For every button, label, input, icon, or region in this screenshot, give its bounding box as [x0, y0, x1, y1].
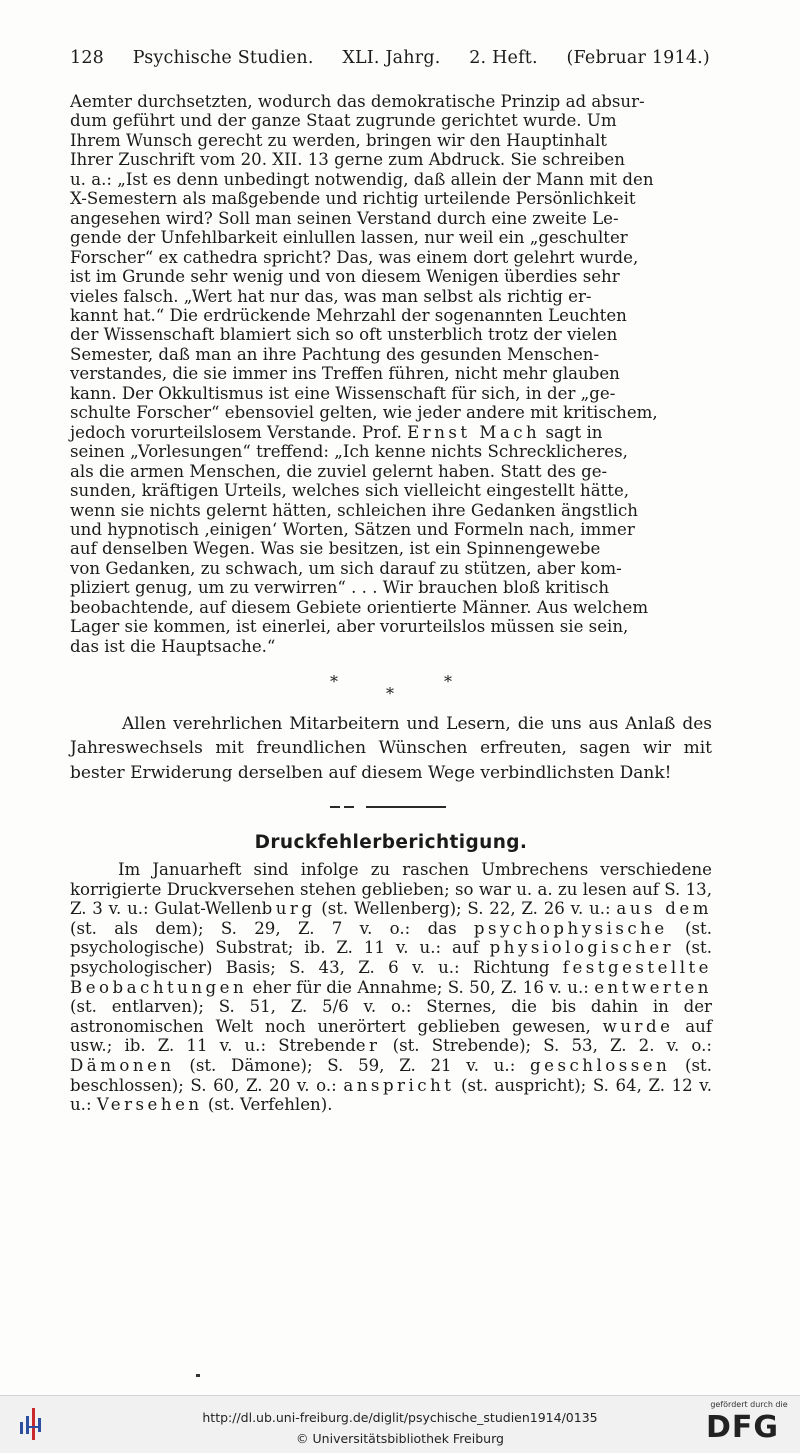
divider-rule [330, 806, 450, 809]
text-line: Ihrer Zuschrift vom 20. XII. 13 gerne zum Abdruck. Sie schreiben [70, 150, 625, 170]
text-line: verstandes, die sie immer ins Treffen führen, nicht mehr glauben [70, 364, 620, 384]
text-line: X-Semestern als maßgebende und richtig urteilende Persönlichkeit [70, 189, 636, 209]
page-number: 128 [70, 48, 105, 68]
funding-caption: gefördert durch die [710, 1400, 788, 1409]
letter-excerpt [70, 92, 712, 656]
errata-heading: Druckfehlerberichtigung. [254, 832, 528, 853]
text-line: Semester, daß man an ihre Pachtung des gesunden Menschen- [70, 344, 600, 364]
text-line: beobachtende, auf diesem Gebiete orientierte Männer. Aus welchem [70, 597, 649, 617]
notice-paragraph: Allen verehrlichen Mitarbeitern und Lesern, die uns aus Anlaß des Jahreswechsels mit freundlichen Wünschen erfreuten, sagen wir mit bester Erwiderung derselben auf diesem Wege verbindlichsten Dank! [70, 714, 712, 783]
text-line: der Wissenschaft blamiert sich so oft unsterblich trotz der vielen [70, 325, 618, 345]
text-line: Aemter durchsetzten, wodurch das demokratische Prinzip ad absur- [70, 92, 645, 111]
text-line: und hypnotisch ‚einigen‘ Worten, Sätzen und Formeln nach, immer [70, 519, 635, 539]
text-line: von Gedanken, zu schwach, um sich darauf zu stützen, aber kom- [70, 558, 622, 578]
text-line: ist im Grunde sehr wenig und von diesem Wenigen überdies sehr [70, 267, 620, 287]
section-separator [320, 672, 470, 708]
asterisk: * [386, 684, 394, 703]
dfg-logo [700, 1400, 796, 1450]
text-line: schulte Forscher“ ebensoviel gelten, wie jeder andere mit kritischem, [70, 403, 658, 423]
text-line: auf denselben Wegen. Was sie besitzen, ist ein Spinnengewebe [70, 539, 601, 559]
text-line: als die armen Menschen, die zuviel gelernt haben. Statt des ge- [70, 461, 608, 481]
text-line: kannt hat.“ Die erdrückende Mehrzahl der sogenannten Leuchten [70, 305, 627, 325]
text-line: sunden, kräftigen Urteils, welches sich vielleicht eingestellt hätte, [70, 481, 630, 501]
errata-paragraph: Im Januarheft sind infolge zu raschen Umbrechens verschiedene korrigierte Druckversehen stehen geblieben; so war u. a. zu lesen auf S. 13, Z. 3 v. u.: Gulat-Wellenburg (st. Wellenberg); S. 22, Z. 26 v. u.: aus dem (st. als dem); S. 29, Z. 7 v. o.: das psychophysische (st. psychologische) Substrat; ib. Z. 11 v. u.: auf physiologischer (st. psychologischer) Basis; S. 43, Z. 6 v. u.: Richtung festgestellte Beobachtungen eher für die Annahme; S. 50, Z. 16 v. u.: entwerten (st. entlarven); S. 51, Z. 5/6 v. o.: Sternes, die bis dahin in der astronomischen Welt noch unerörtert geblieben gewesen, wurde auf usw.; ib. Z. 11 v. u.: Strebender (st. Strebende); S. 53, Z. 2. v. o.: Dämonen (st. Dämone); S. 59, Z. 21 v. u.: geschlossen (st. beschlossen); S. 60, Z. 20 v. o.: anspricht (st. auspricht); S. 64, Z. 12 v. u.: Versehen (st. Verfehlen). [70, 860, 712, 1115]
asterisk: * [444, 672, 452, 691]
text-line: seinen „Vorlesungen“ treffend: „Ich kenne nichts Schrecklicheres, [70, 442, 628, 462]
running-head [70, 48, 710, 68]
text-line: Lager sie kommen, ist einerlei, aber vorurteilslos müssen sie sein, [70, 617, 629, 637]
text-line: u. a.: „Ist es denn unbedingt notwendig, daß allein der Mann mit den [70, 169, 654, 189]
library-logo-icon [18, 1404, 44, 1444]
issue-date: (Februar 1914.) [566, 48, 710, 68]
viewer-footer [0, 1395, 800, 1453]
volume-label: XLI. Jahrg. [342, 48, 441, 68]
text-line: Forscher“ ex cathedra spricht? Das, was einem dort gelehrt wurde, [70, 247, 639, 267]
dfg-logo-icon: DFG [706, 1410, 780, 1445]
text-line: kann. Der Okkultismus ist eine Wissenschaft für sich, in der „ge- [70, 383, 616, 403]
text-line: dum geführt und der ganze Staat zugrunde gerichtet wurde. Um [70, 111, 617, 131]
permalink-url[interactable]: http://dl.ub.uni-freiburg.de/diglit/psychische_studien1914/0135 [202, 1410, 598, 1425]
editorial-notice [70, 712, 712, 785]
journal-title: Psychische Studien. [132, 48, 314, 68]
asterisk: * [330, 672, 338, 691]
text-line [70, 423, 712, 442]
author-name-spaced: Ernst Mach [407, 422, 541, 442]
text-line: das ist die Hauptsache.“ [70, 636, 276, 656]
errata-section [70, 860, 712, 1115]
text-line: wenn sie nichts gelernt hätten, schleichen ihre Gedanken ängstlich [70, 500, 638, 520]
text-fragment: jedoch vorurteilslosem Verstande. Prof. [70, 422, 408, 442]
text-line: angesehen wird? Soll man seinen Verstand durch eine zweite Le- [70, 208, 619, 228]
text-line: vieles falsch. „Wert hat nur das, was man selbst als richtig er- [70, 286, 592, 306]
text-line: gende der Unfehlbarkeit einlullen lassen, nur weil ein „geschulter [70, 228, 628, 248]
copyright-notice: © Universitätsbibliothek Freiburg [296, 1431, 504, 1446]
issue-label: 2. Heft. [469, 48, 538, 68]
text-fragment: sagt in [545, 422, 603, 442]
text-line: Ihrem Wunsch gerecht zu werden, bringen wir den Hauptinhalt [70, 130, 607, 150]
print-mark [196, 1374, 200, 1377]
text-line: pliziert genug, um zu verwirren“ . . . Wir brauchen bloß kritisch [70, 578, 610, 598]
